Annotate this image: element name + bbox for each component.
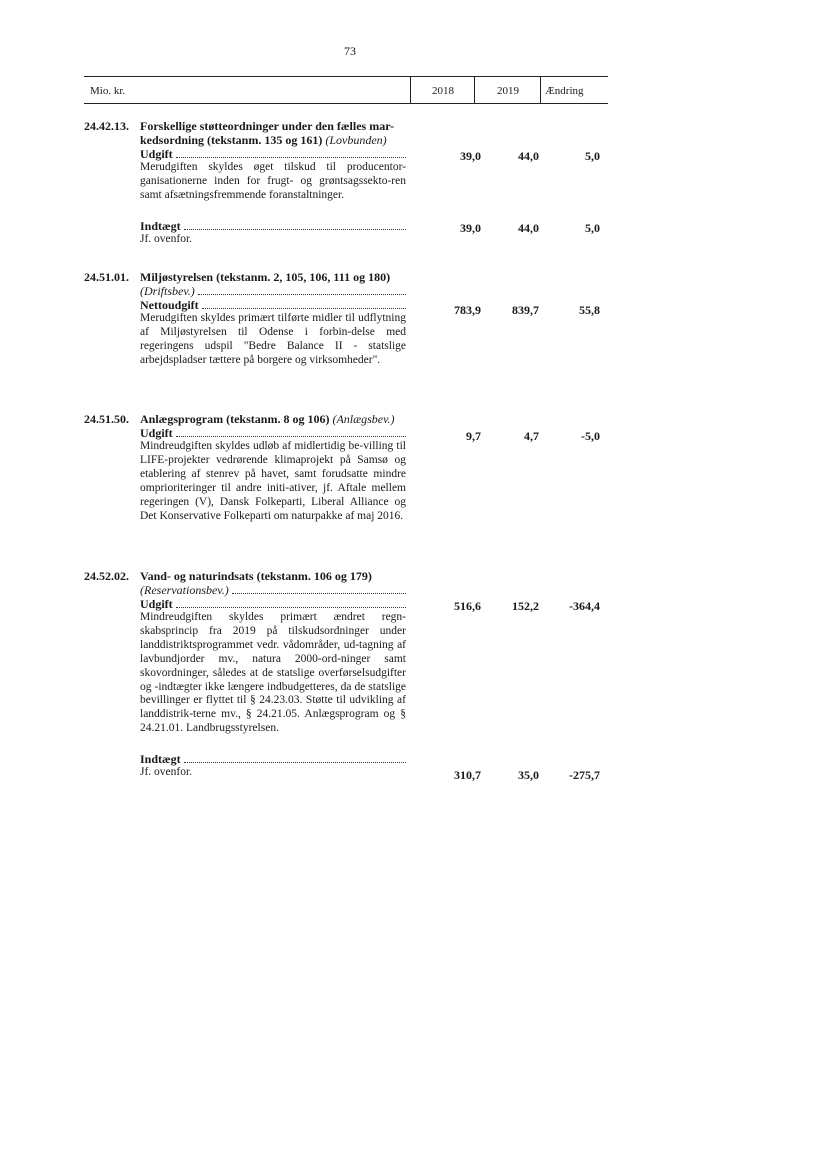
dot-leader [176, 598, 406, 608]
value-2018: 9,7 [466, 429, 481, 443]
entry-body [140, 119, 406, 247]
appropriation-type: (Lovbunden) [325, 133, 387, 147]
value-change: -275,7 [569, 768, 600, 782]
line-label: Udgift [140, 147, 173, 161]
appropriation-row [140, 583, 406, 597]
dot-leader [232, 584, 406, 594]
line-label: Udgift [140, 426, 173, 440]
value-change: -5,0 [581, 429, 600, 443]
line-label-row [140, 219, 406, 233]
entry-body [140, 270, 406, 368]
dot-leader [184, 220, 406, 230]
line-description: Merudgiften skyldes primært tilførte midler til udflytning af Miljøstyrelsen til Odense i forbin-delse med regeringens udspil "Bedre Balance II - statslige arbejdspladser tættere på borgere og virksomheder". [140, 312, 406, 366]
line-label-row [140, 752, 406, 766]
line-description: Jf. ovenfor. [140, 232, 193, 245]
line-label: Indtægt [140, 752, 181, 767]
table-header [84, 76, 608, 104]
value-2018: 39,0 [460, 221, 481, 235]
value-2018: 39,0 [460, 149, 481, 163]
entry-body [140, 569, 406, 780]
value-change: 55,8 [579, 303, 600, 317]
line-label-row [140, 298, 406, 312]
dot-leader [202, 299, 406, 309]
appropriation-row [140, 284, 406, 298]
value-2018: 516,6 [454, 599, 481, 613]
line-label-row [140, 147, 406, 161]
line-label-row [140, 597, 406, 611]
value-2019: 4,7 [524, 429, 539, 443]
entry-title-line [140, 133, 406, 147]
value-change: 5,0 [585, 149, 600, 163]
line-description: Mindreudgiften skyldes primært ændret regn-skabsprincip fra 2019 på tilskudsordninger under landdistriktsprogrammet vedr. vådområder, ud-tagning af lavbundjorder mv., natura 2000-ord-ninger samt skovordninger, således at de statslige overførselsudgifter og -indtægter ikke længere indbudgetteres, da de statslige bevillinger er flyttet til § 24.23.03. Støtte til udvikling af landdistrik-terne mv., § 24.21.05. Anlægsprogram og § 24.21.01. Landbrugsstyrelsen. [140, 611, 406, 735]
unit-label: Mio. kr. [90, 85, 126, 97]
value-2019: 839,7 [512, 303, 539, 317]
value-2018: 783,9 [454, 303, 481, 317]
column-header-2019: 2019 [474, 77, 541, 103]
value-2019: 35,0 [518, 768, 539, 782]
entry-code: 24.51.50. [84, 412, 129, 426]
appropriation-type: (Reservationsbev.) [140, 583, 229, 597]
entry-title [140, 412, 406, 426]
entry-title-text: Anlægsprogram (tekstanm. 8 og 106) [140, 412, 333, 426]
entry-title [140, 119, 406, 147]
line-label: Indtægt [140, 218, 181, 233]
appropriation-type: (Driftsbev.) [140, 284, 195, 298]
line-label: Udgift [140, 597, 173, 611]
column-header-2018: 2018 [410, 77, 475, 103]
page-number: 73 [344, 44, 356, 58]
value-2019: 44,0 [518, 149, 539, 163]
line-label: Nettoudgift [140, 298, 199, 312]
dot-leader [176, 148, 406, 158]
value-2018: 310,7 [454, 768, 481, 782]
entry-body [140, 412, 406, 523]
column-header-change: Ændring [540, 77, 608, 103]
entry-title-line: Forskellige støtteordninger under den fælles mar- [140, 119, 395, 133]
dot-leader [184, 753, 406, 763]
value-change: 5,0 [585, 221, 600, 235]
line-description: Merudgiften skyldes øget tilskud til producentor-ganisationerne inden for frugt- og grøntsagssekto-ren samt afsætningsfremmende foranstaltninger. [140, 161, 406, 201]
line-label-row [140, 426, 406, 440]
entry-code: 24.42.13. [84, 119, 129, 133]
entry-code: 24.52.02. [84, 569, 129, 583]
line-description: Jf. ovenfor. [140, 766, 193, 779]
entry-title: Miljøstyrelsen (tekstanm. 2, 105, 106, 111 og 180) [140, 270, 391, 284]
entry-title-text: kedsordning (tekstanm. 135 og 161) [140, 133, 326, 147]
value-2019: 44,0 [518, 221, 539, 235]
entry-code: 24.51.01. [84, 270, 129, 284]
dot-leader [198, 285, 406, 295]
dot-leader [176, 427, 406, 437]
appropriation-type: (Anlægsbev.) [332, 412, 395, 426]
value-change: -364,4 [569, 599, 600, 613]
line-description: Mindreudgiften skyldes udløb af midlertidig be-villing til LIFE-projekter vedrørende klimaprojekt på Samsø og etablering af stenrev på havet, samt forudsatte mindre omprioriteringer til andre initi-ativer, jf. Aftale mellem regeringen (V), Dansk Folkeparti, Liberal Alliance og Det Konservative Folkeparti om naturpakke af maj 2016. [140, 440, 406, 522]
entry-title: Vand- og naturindsats (tekstanm. 106 og 179) [140, 569, 372, 583]
value-2019: 152,2 [512, 599, 539, 613]
